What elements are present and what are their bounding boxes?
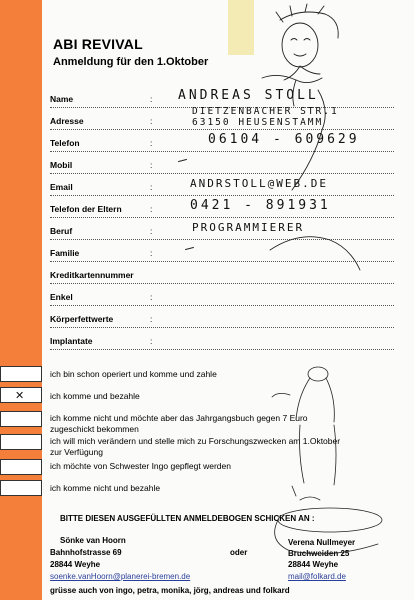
field-credit-card[interactable]: [50, 266, 394, 284]
footer-greetings: grüsse auch von ingo, petra, monika, jörg, andreas und folkard: [50, 586, 290, 595]
handwritten-value: ANDRSTOLL@WEB.DE: [190, 177, 328, 190]
field-mobile[interactable]: Mobil :: [50, 156, 394, 174]
field-label: Mobil: [50, 160, 73, 170]
option-label: ich bin schon operiert und komme und zahle: [50, 369, 217, 379]
field-label: Telefon der Eltern: [50, 204, 122, 214]
field-email[interactable]: Email : ANDRSTOLL@WEB.DE: [50, 178, 394, 196]
field-parents-phone[interactable]: Telefon der Eltern : 0421 - 891931: [50, 200, 394, 218]
field-profession[interactable]: Beruf : PROGRAMMIERER: [50, 222, 394, 240]
field-label: Familie: [50, 248, 80, 258]
option-checkbox-attend-pay[interactable]: [0, 387, 42, 403]
contact-left-city: 28844 Weyhe: [50, 560, 101, 569]
contact-separator: oder: [230, 548, 248, 557]
field-label: Implantate: [50, 336, 93, 346]
field-grandchildren[interactable]: Enkel :: [50, 288, 394, 306]
checkmark-x-icon: ✕: [15, 389, 25, 402]
field-name[interactable]: Name : ANDREAS STOLL: [50, 90, 394, 108]
option-checkbox-nurse[interactable]: [0, 459, 42, 475]
option-checkbox-absent-pay[interactable]: [0, 480, 42, 496]
option-label: ich komme und bezahle: [50, 391, 140, 401]
handwritten-value: 0421 - 891931: [190, 198, 331, 213]
contact-left-name: Sönke van Hoorn: [60, 536, 126, 545]
handwritten-value: PROGRAMMIERER: [192, 221, 305, 234]
field-label: Adresse: [50, 116, 84, 126]
option-checkbox-research[interactable]: [0, 434, 42, 450]
empty-dash: [185, 247, 194, 250]
field-phone[interactable]: Telefon : 06104 - 609629: [50, 134, 394, 152]
option-checkbox-yearbook[interactable]: [0, 411, 42, 427]
field-label: Beruf: [50, 226, 73, 236]
contact-right-street: Bruchweiden 25: [288, 549, 350, 558]
field-label: Enkel: [50, 292, 73, 302]
handwritten-value: ANDREAS STOLL: [178, 88, 319, 103]
option-label: ich komme nicht und bezahle: [50, 483, 161, 493]
option-checkbox-operated[interactable]: [0, 366, 42, 382]
form-title: ABI REVIVAL: [53, 36, 143, 52]
contact-left-street: Bahnhofstrasse 69: [50, 548, 122, 557]
sticky-note: [228, 0, 254, 55]
contact-right-city: 28844 Weyhe: [288, 560, 339, 569]
field-family[interactable]: Familie :: [50, 244, 394, 262]
orange-side-stripe: [0, 0, 42, 600]
contact-left-email-link[interactable]: soenke.vanHoorn@planerei-bremen.de: [50, 572, 191, 581]
field-body-fat[interactable]: Körperfettwerte :: [50, 310, 394, 328]
field-label: Name: [50, 94, 74, 104]
field-label: Email: [50, 182, 73, 192]
contact-right-email-link[interactable]: mail@folkard.de: [288, 572, 346, 581]
field-address[interactable]: Adresse : DIETZENBACHER STR.1 63150 HEUSENSTAMM: [50, 112, 394, 130]
contact-right-name: Verena Nullmeyer: [288, 538, 356, 547]
empty-dash: [178, 159, 187, 162]
send-instructions: BITTE DIESEN AUSGEFÜLLTEN ANMELDEBOGEN SCHICKEN AN :: [60, 514, 315, 523]
option-label: ich will mich verändern und stelle mich zu Forschungszwecken am 1.Oktober zur Verfügung: [50, 436, 341, 457]
handwritten-value: 06104 - 609629: [208, 132, 360, 147]
field-label: Kreditkartennummer: [50, 270, 134, 280]
option-label: ich möchte von Schwester Ingo gepflegt werden: [50, 461, 231, 471]
form-subtitle: Anmeldung für den 1.Oktober: [53, 56, 209, 68]
field-implants[interactable]: Implantate :: [50, 332, 394, 350]
handwritten-value: DIETZENBACHER STR.1: [192, 106, 339, 117]
option-label: ich komme nicht und möchte aber das Jahrgangsbuch gegen 7 Euro zugeschickt bekommen: [50, 413, 308, 434]
field-label: Telefon: [50, 138, 80, 148]
field-label: Körperfettwerte: [50, 314, 114, 324]
handwritten-value-line2: 63150 HEUSENSTAMM: [192, 117, 324, 128]
